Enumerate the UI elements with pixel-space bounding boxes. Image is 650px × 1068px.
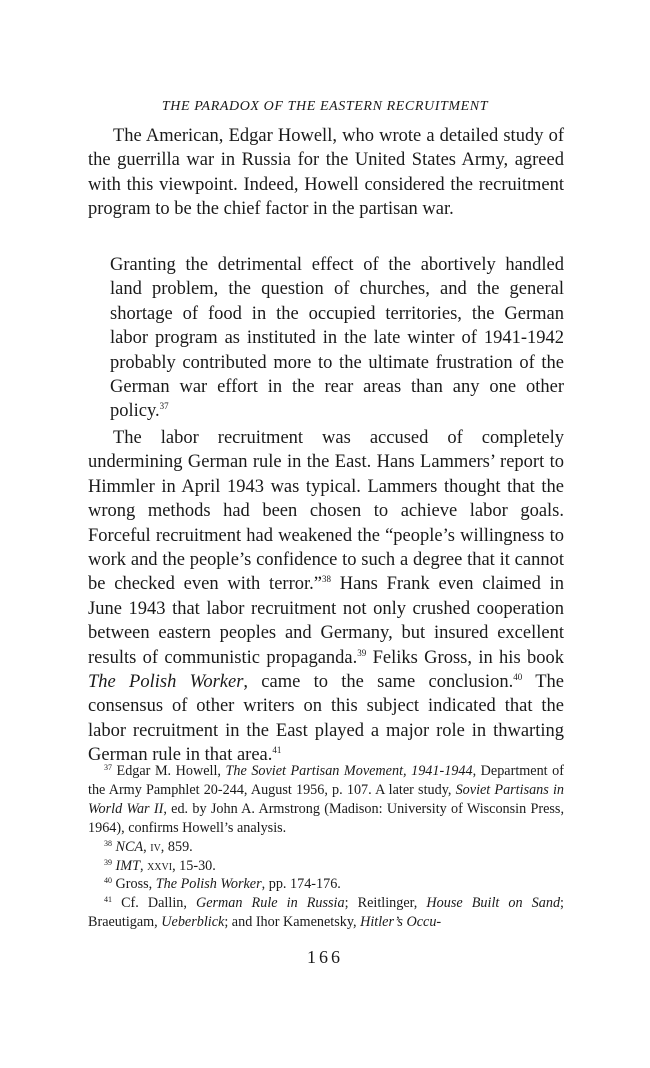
- footnote-text: , ed. by John A. Armstrong (Madison: University of Wisconsin Press, 1964), confirms Howell’s analysis.: [88, 800, 564, 836]
- footnote-40: [88, 875, 564, 894]
- footnote-title: House Built on Sand: [426, 895, 561, 912]
- footnote-volume: xxvi: [147, 857, 173, 874]
- footnote-title: German Rule in Russia: [195, 895, 345, 912]
- footnote-title: The Polish Worker: [155, 876, 262, 893]
- footnote-title: NCA: [115, 838, 144, 855]
- footnote-number: 40: [104, 876, 112, 886]
- footnote-37: [88, 762, 564, 838]
- footnote-text: Edgar M. Howell,: [112, 763, 226, 779]
- footnote-text: , pp. 174-176.: [261, 876, 341, 893]
- footnote-39: $^{39}$ IMT, xxvi, 15-30.: [104, 857, 216, 874]
- page-number: 166: [307, 947, 343, 967]
- footnote-ref-41: 41: [272, 745, 282, 756]
- footnote-ref-37: 37: [159, 401, 169, 412]
- footnote-text: , Department of the Army Pamphlet 20-244, August 1956, p. 107. A later study,: [88, 763, 564, 798]
- paragraph-2-part-5: The consensus of other writers on this subject indicated that the labor recruitment in the East played a major role in thwarting German rule in that area.: [88, 672, 564, 766]
- footnote-ref-39: 39: [357, 647, 367, 658]
- footnotes: [88, 762, 564, 932]
- footnote-title: The Soviet Partisan Movement, 1941-1944: [225, 763, 473, 779]
- paragraph-2-part-4: , came to the same conclusion.: [243, 672, 514, 693]
- footnote-text: Gross,: [112, 876, 156, 893]
- footnote-38: $^{38}$ NCA, iv, 859.: [104, 838, 193, 855]
- footnote-ref-38: 38: [321, 574, 331, 585]
- footnote-text: ; Braeutigam,: [88, 895, 564, 931]
- running-head: THE PARADOX OF THE EASTERN RECRUITMENT: [161, 99, 489, 114]
- footnote-text: Cf. Dallin,: [112, 895, 196, 912]
- footnote-title: Hitler’s Occu-: [360, 914, 442, 931]
- paragraph-2-part-3: Feliks Gross, in his book: [366, 647, 564, 668]
- paragraph-2-text: [88, 426, 564, 768]
- paragraph-2: [88, 426, 564, 768]
- book-title: The Polish Worker: [88, 672, 244, 693]
- footnote-text: ; Reitlinger,: [344, 895, 427, 912]
- paragraph-1-text: The American, Edgar Howell, who wrote a detailed study of the guerrilla war in Russia for the United States Army, agreed with this viewpoint. Indeed, Howell considered the recruitment program to be the chief factor in the partisan war.: [88, 126, 564, 220]
- footnote-text: ; and Ihor Kamenetsky,: [224, 914, 361, 931]
- footnote-text: , 15-30.: [172, 857, 216, 874]
- footnote-ref-40: 40: [513, 672, 523, 683]
- footnote-41: [88, 894, 564, 932]
- footnote-number: 37: [104, 763, 112, 772]
- footnote-number: 39: [104, 857, 112, 867]
- paragraph-2-part-2: Hans Frank even claimed in June 1943 that labor recruitment not only crushed cooperation between eastern peoples and Germany, but insured excellent results of communistic propaganda.: [88, 574, 564, 668]
- footnote-title: Ueberblick: [161, 914, 225, 931]
- footnote-title: Soviet Partisans in World War II: [88, 781, 564, 817]
- footnote-title: IMT: [115, 857, 140, 874]
- paragraph-1: [88, 124, 564, 222]
- footnote-text: , 859.: [160, 838, 193, 855]
- footnote-number: 41: [104, 895, 112, 905]
- paragraph-2-part-1: The labor recruitment was accused of completely undermining German rule in the East. Hans Lammers’ report to Himmler in April 1943 was typical. Lammers thought that the wrong methods had been chosen to achieve labor goals. Forceful recruitment had weakened the “people’s willingness to work and the people’s confidence to such a degree that it cannot be checked even with terror.”: [88, 428, 564, 595]
- footnote-number: 38: [104, 838, 112, 848]
- footnote-volume: iv: [150, 838, 161, 855]
- block-quote: [110, 253, 564, 424]
- block-quote-text: [110, 253, 564, 424]
- block-quote-body: Granting the detrimental effect of the abortively handled land problem, the question of churches, and the general shortage of food in the occupied territories, the German labor program as instituted in the late winter of 1941-1942 probably contributed more to the ultimate frustration of the German war effort in the rear areas than any one other policy.: [110, 255, 564, 422]
